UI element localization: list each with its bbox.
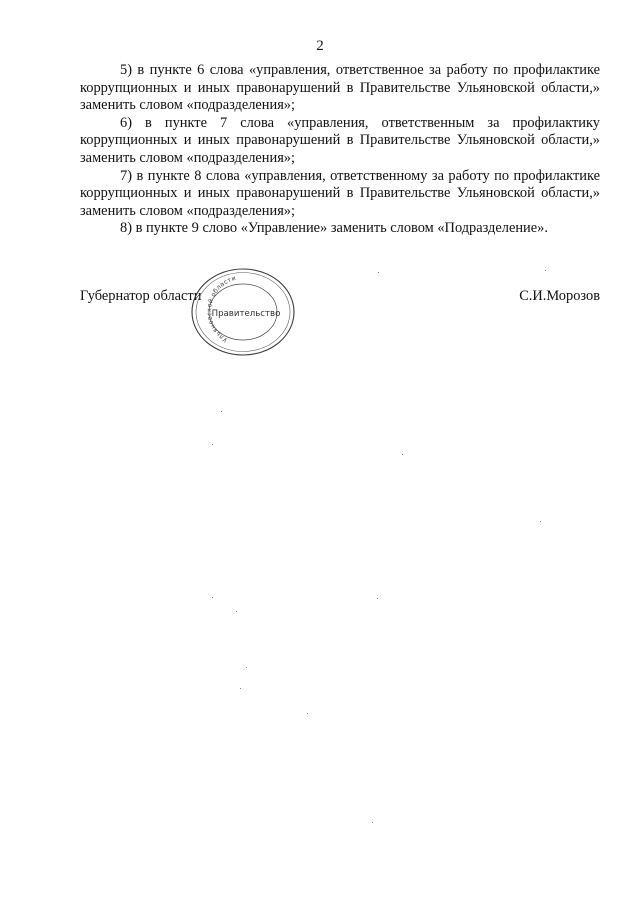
paragraph-item-6: 6) в пункте 7 слова «управления, ответственным за профилактику коррупционных и иных правонарушений в Правительстве Ульяновской области,» заменить словом «подразделения»; bbox=[80, 114, 600, 166]
paragraph-item-8: 8) в пункте 9 слово «Управление» заменить словом «Подразделение». bbox=[120, 220, 548, 237]
scan-speck bbox=[540, 521, 541, 522]
scan-speck bbox=[240, 688, 241, 689]
scan-speck bbox=[372, 822, 373, 823]
page-number: 2 bbox=[316, 38, 324, 54]
scan-speck bbox=[377, 598, 378, 599]
signatory-title: Губернатор области bbox=[80, 288, 202, 304]
seal-ring-text: Ульяновской области bbox=[205, 274, 237, 344]
scan-speck bbox=[221, 411, 222, 412]
paragraph-item-7: 7) в пункте 8 слова «управления, ответственному за работу по профилактике коррупционных и иных правонарушений в Правительстве Ульяновской области,» заменить словом «подразделения»; bbox=[80, 167, 600, 219]
scan-speck bbox=[212, 444, 213, 445]
signature-block bbox=[80, 288, 600, 312]
scan-speck bbox=[246, 667, 247, 668]
scan-speck bbox=[545, 270, 546, 271]
paragraph-item-5: 5) в пункте 6 слова «управления, ответственное за работу по профилактике коррупционных и иных правонарушений в Правительстве Ульяновской области,» заменить словом «подразделения»; bbox=[80, 62, 600, 114]
scan-speck bbox=[236, 611, 237, 612]
document-body bbox=[80, 62, 600, 238]
scan-speck bbox=[307, 713, 308, 714]
official-seal bbox=[190, 267, 296, 357]
signatory-name: С.И.Морозов bbox=[519, 288, 600, 304]
scan-speck bbox=[212, 597, 213, 598]
scan-speck bbox=[402, 454, 403, 455]
seal-center-text: Правительство bbox=[211, 309, 281, 319]
scan-speck bbox=[378, 272, 379, 273]
